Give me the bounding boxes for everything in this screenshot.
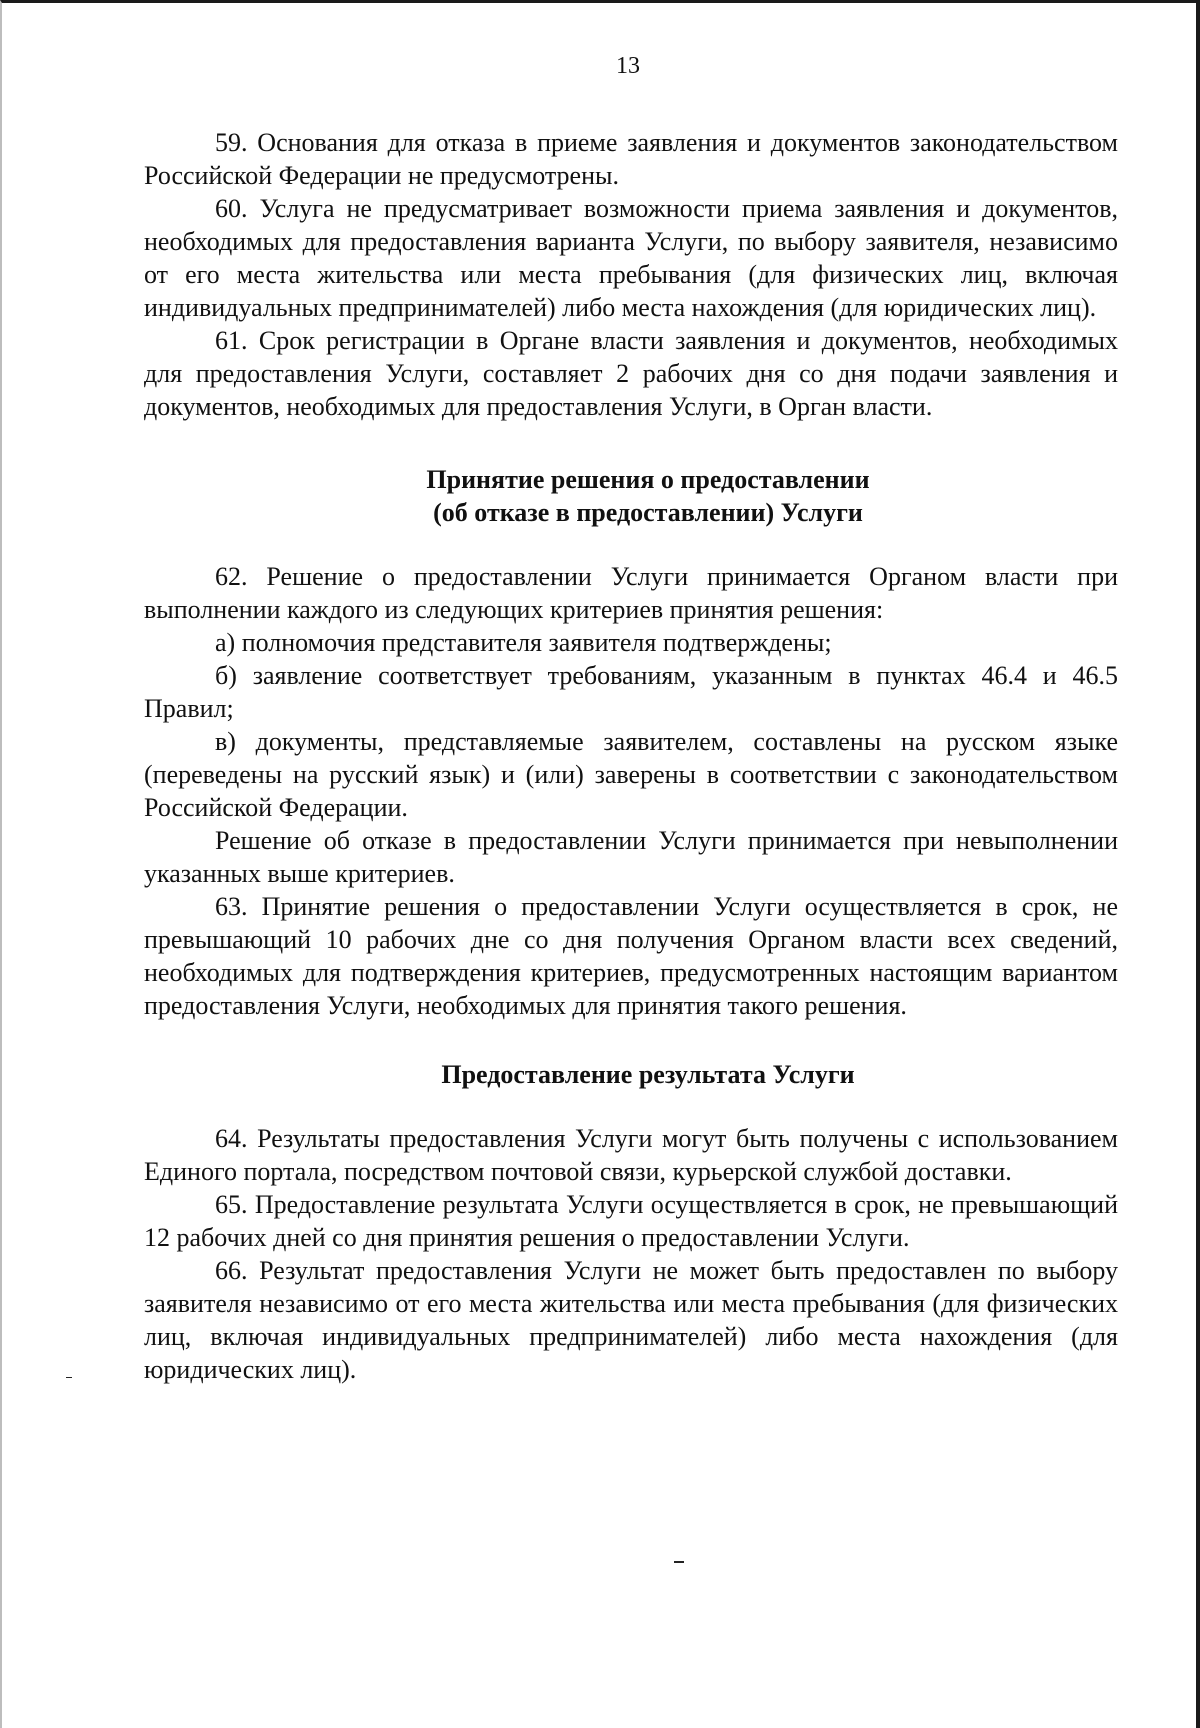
criterion-a: а) полномочия представителя заявителя подтверждены; (215, 628, 832, 657)
paragraph-59: 59. Основания для отказа в приеме заявления и документов законодательством Российской Федерации не предусмотрены. (144, 128, 1118, 190)
spacer (144, 1091, 1118, 1122)
page-number: 13 (616, 53, 640, 79)
paragraph-66: 66. Результат предоставления Услуги не может быть предоставлен по выбору заявителя независимо от его места жительства или места пребывания (для физических лиц, включая индивидуальных предпринимателей) либо места нахождения (для юридических лиц). (144, 1256, 1118, 1384)
paragraph-62: 62. Решение о предоставлении Услуги принимается Органом власти при выполнении каждого из следующих критериев принятия решения: (144, 562, 1118, 624)
paragraph-60: 60. Услуга не предусматривает возможности приема заявления и документов, необходимых для предоставления варианта Услуги, по выбору заявителя, независимо от его места жительства или места пребывания (для физических лиц, включая индивидуальных предпринимателей) либо места нахождения (для юридических лиц). (144, 194, 1118, 322)
section-heading-decision-line2: (об отказе в предоставлении) Услуги (433, 498, 863, 527)
spacer (144, 423, 1118, 463)
paragraph-61: 61. Срок регистрации в Органе власти заявления и документов, необходимых для предоставления Услуги, составляет 2 рабочих дня со дня подачи заявления и документов, необходимых для предоставления Услуги, в Орган власти. (144, 326, 1118, 421)
scan-artifact-mark (674, 1561, 684, 1563)
paragraph-63: 63. Принятие решения о предоставлении Услуги осуществляется в срок, не превышающий 10 рабочих дне со дня получения Органом власти всех сведений, необходимых для подтверждения критериев, предусмотренных настоящим вариантом предоставления Услуги, необходимых для принятия такого решения. (144, 892, 1118, 1020)
document-body (144, 126, 1118, 1386)
section-heading-decision-line1: Принятие решения о предоставлении (426, 465, 870, 494)
spacer (144, 529, 1118, 560)
section-heading-result: Предоставление результата Услуги (441, 1060, 855, 1089)
paragraph-64: 64. Результаты предоставления Услуги могут быть получены с использованием Единого портала, посредством почтовой связи, курьерской службой доставки. (144, 1124, 1118, 1186)
refusal-paragraph: Решение об отказе в предоставлении Услуги принимается при невыполнении указанных выше критериев. (144, 826, 1118, 888)
criterion-b: б) заявление соответствует требованиям, указанным в пунктах 46.4 и 46.5 Правил; (144, 661, 1118, 723)
paragraph-65: 65. Предоставление результата Услуги осуществляется в срок, не превышающий 12 рабочих дней со дня принятия решения о предоставлении Услуги. (144, 1190, 1118, 1252)
scan-artifact-mark (66, 1377, 72, 1378)
spacer (144, 1022, 1118, 1058)
criterion-c: в) документы, представляемые заявителем, составлены на русском языке (переведены на русский язык) и (или) заверены в соответствии с законодательством Российской Федерации. (144, 727, 1118, 822)
